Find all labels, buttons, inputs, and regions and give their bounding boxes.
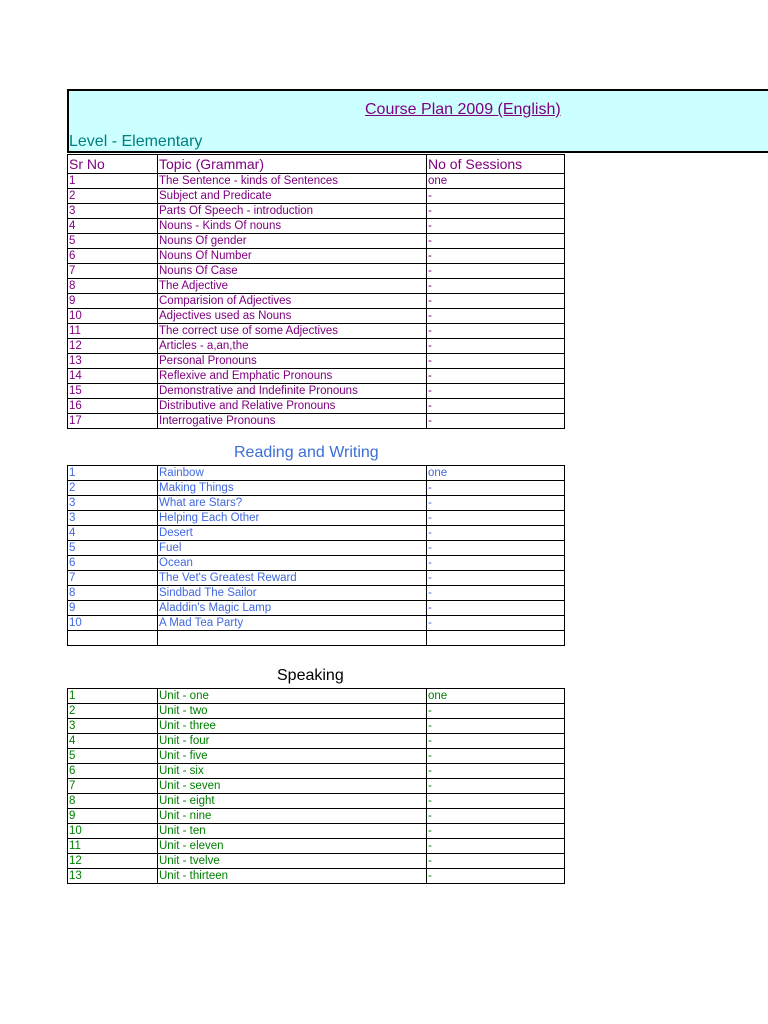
cell-topic: Helping Each Other <box>158 511 427 526</box>
table-row <box>68 764 565 779</box>
cell-sr-no: 2 <box>68 189 158 204</box>
cell-sr-no: 6 <box>68 556 158 571</box>
cell-sessions: - <box>427 496 565 511</box>
table-row <box>68 466 565 481</box>
cell-sessions: - <box>427 794 565 809</box>
table-row <box>68 854 565 869</box>
cell-topic: Demonstrative and Indefinite Pronouns <box>158 384 427 399</box>
cell-sr-no: 4 <box>68 526 158 541</box>
table-row <box>68 556 565 571</box>
cell-sr-no: 8 <box>68 794 158 809</box>
table-row <box>68 779 565 794</box>
table-row <box>68 234 565 249</box>
table-row <box>68 354 565 369</box>
cell-topic <box>158 631 427 646</box>
page-title: Course Plan 2009 (English) <box>365 101 561 118</box>
cell-sr-no: 12 <box>68 854 158 869</box>
table-row <box>68 541 565 556</box>
reading-section-title: Reading and Writing <box>234 444 379 461</box>
cell-sr-no: 13 <box>68 354 158 369</box>
table-row <box>68 631 565 646</box>
table-row <box>68 734 565 749</box>
table-row <box>68 794 565 809</box>
cell-sessions: - <box>427 869 565 884</box>
table-row <box>68 219 565 234</box>
cell-topic: Unit - thirteen <box>158 869 427 884</box>
cell-sessions: - <box>427 481 565 496</box>
column-header-topic: Topic (Grammar) <box>158 155 427 174</box>
cell-topic: Nouns Of Number <box>158 249 427 264</box>
cell-topic: Unit - one <box>158 689 427 704</box>
table-row <box>68 399 565 414</box>
table-row <box>68 481 565 496</box>
table-row <box>68 869 565 884</box>
cell-topic: Distributive and Relative Pronouns <box>158 399 427 414</box>
cell-sr-no: 7 <box>68 571 158 586</box>
cell-sr-no: 10 <box>68 824 158 839</box>
cell-topic: Fuel <box>158 541 427 556</box>
cell-sessions: - <box>427 294 565 309</box>
table-row <box>68 249 565 264</box>
cell-topic: Personal Pronouns <box>158 354 427 369</box>
cell-sessions: - <box>427 809 565 824</box>
cell-topic: A Mad Tea Party <box>158 616 427 631</box>
cell-sr-no: 11 <box>68 324 158 339</box>
table-row <box>68 719 565 734</box>
cell-sr-no: 1 <box>68 466 158 481</box>
cell-topic: Unit - two <box>158 704 427 719</box>
cell-sr-no: 12 <box>68 339 158 354</box>
cell-topic: Subject and Predicate <box>158 189 427 204</box>
table-row <box>68 369 565 384</box>
table-row <box>68 601 565 616</box>
reading-table <box>67 465 565 646</box>
table-row <box>68 586 565 601</box>
cell-sessions: - <box>427 204 565 219</box>
table-row <box>68 839 565 854</box>
cell-topic: Unit - eleven <box>158 839 427 854</box>
cell-sessions: - <box>427 764 565 779</box>
cell-sessions: - <box>427 369 565 384</box>
cell-sessions: - <box>427 571 565 586</box>
cell-sr-no: 4 <box>68 734 158 749</box>
cell-sessions: - <box>427 839 565 854</box>
level-label: Level - Elementary <box>69 133 203 150</box>
cell-sr-no: 7 <box>68 779 158 794</box>
table-row <box>68 824 565 839</box>
table-row <box>68 309 565 324</box>
cell-sessions: - <box>427 234 565 249</box>
column-header-sessions: No of Sessions <box>427 155 565 174</box>
cell-sr-no: 6 <box>68 249 158 264</box>
table-row <box>68 414 565 429</box>
cell-topic: Reflexive and Emphatic Pronouns <box>158 369 427 384</box>
table-row <box>68 704 565 719</box>
cell-topic: Unit - three <box>158 719 427 734</box>
cell-topic: Unit - eight <box>158 794 427 809</box>
cell-sessions: - <box>427 189 565 204</box>
table-row <box>68 189 565 204</box>
cell-topic: Nouns Of gender <box>158 234 427 249</box>
cell-sessions: - <box>427 586 565 601</box>
cell-sessions: - <box>427 324 565 339</box>
table-row <box>68 294 565 309</box>
cell-sessions: - <box>427 264 565 279</box>
cell-sessions: - <box>427 526 565 541</box>
cell-topic: Desert <box>158 526 427 541</box>
cell-sessions: - <box>427 309 565 324</box>
cell-sessions: one <box>427 466 565 481</box>
column-header-sr-no: Sr No <box>68 155 158 174</box>
cell-sr-no: 2 <box>68 481 158 496</box>
cell-topic: Ocean <box>158 556 427 571</box>
cell-sessions: - <box>427 354 565 369</box>
table-row <box>68 174 565 189</box>
cell-topic: Articles - a,an,the <box>158 339 427 354</box>
table-row <box>68 571 565 586</box>
cell-sessions: - <box>427 511 565 526</box>
cell-sessions: - <box>427 749 565 764</box>
table-row <box>68 511 565 526</box>
cell-sr-no: 1 <box>68 174 158 189</box>
cell-topic: Unit - six <box>158 764 427 779</box>
cell-sessions: one <box>427 174 565 189</box>
cell-topic: Adjectives used as Nouns <box>158 309 427 324</box>
header-banner <box>67 89 768 153</box>
cell-sr-no: 8 <box>68 586 158 601</box>
table-row <box>68 809 565 824</box>
cell-sr-no: 14 <box>68 369 158 384</box>
cell-sr-no: 9 <box>68 601 158 616</box>
cell-sr-no: 16 <box>68 399 158 414</box>
table-row <box>68 384 565 399</box>
cell-sessions: - <box>427 779 565 794</box>
table-row <box>68 749 565 764</box>
cell-sr-no: 7 <box>68 264 158 279</box>
cell-sessions: - <box>427 601 565 616</box>
cell-topic: Unit - seven <box>158 779 427 794</box>
cell-topic: The Adjective <box>158 279 427 294</box>
cell-sessions: - <box>427 339 565 354</box>
cell-topic: Nouns - Kinds Of nouns <box>158 219 427 234</box>
table-row <box>68 689 565 704</box>
cell-topic: Unit - tvelve <box>158 854 427 869</box>
cell-sr-no: 3 <box>68 204 158 219</box>
cell-topic: Unit - nine <box>158 809 427 824</box>
cell-sessions: - <box>427 414 565 429</box>
cell-topic: Making Things <box>158 481 427 496</box>
speaking-section-title: Speaking <box>277 667 344 684</box>
cell-topic: What are Stars? <box>158 496 427 511</box>
cell-sessions: - <box>427 704 565 719</box>
cell-topic: Interrogative Pronouns <box>158 414 427 429</box>
cell-sr-no: 10 <box>68 309 158 324</box>
table-row <box>68 264 565 279</box>
cell-sr-no: 13 <box>68 869 158 884</box>
cell-topic: Unit - ten <box>158 824 427 839</box>
cell-sr-no: 5 <box>68 749 158 764</box>
cell-sr-no: 4 <box>68 219 158 234</box>
cell-sessions: - <box>427 854 565 869</box>
cell-sr-no: 5 <box>68 234 158 249</box>
table-row <box>68 616 565 631</box>
cell-sessions: - <box>427 824 565 839</box>
cell-topic: Sindbad The Sailor <box>158 586 427 601</box>
cell-topic: Aladdin's Magic Lamp <box>158 601 427 616</box>
cell-sessions: - <box>427 219 565 234</box>
table-row <box>68 324 565 339</box>
cell-topic: Rainbow <box>158 466 427 481</box>
cell-sessions <box>427 631 565 646</box>
cell-sessions: - <box>427 541 565 556</box>
cell-sr-no: 1 <box>68 689 158 704</box>
grammar-header-row <box>68 155 565 174</box>
cell-sessions: - <box>427 384 565 399</box>
cell-sr-no: 9 <box>68 809 158 824</box>
cell-topic: Unit - four <box>158 734 427 749</box>
table-row <box>68 204 565 219</box>
table-row <box>68 339 565 354</box>
cell-topic: The Sentence - kinds of Sentences <box>158 174 427 189</box>
table-row <box>68 496 565 511</box>
cell-sessions: one <box>427 689 565 704</box>
cell-sessions: - <box>427 616 565 631</box>
cell-sr-no: 8 <box>68 279 158 294</box>
cell-topic: Unit - five <box>158 749 427 764</box>
cell-sr-no: 9 <box>68 294 158 309</box>
cell-sessions: - <box>427 279 565 294</box>
cell-topic: The Vet's Greatest Reward <box>158 571 427 586</box>
cell-sessions: - <box>427 556 565 571</box>
cell-topic: Nouns Of Case <box>158 264 427 279</box>
cell-sr-no: 2 <box>68 704 158 719</box>
cell-topic: Comparision of Adjectives <box>158 294 427 309</box>
grammar-table <box>67 154 565 429</box>
cell-sr-no: 6 <box>68 764 158 779</box>
cell-sr-no: 3 <box>68 496 158 511</box>
cell-sr-no: 11 <box>68 839 158 854</box>
cell-sessions: - <box>427 719 565 734</box>
cell-sessions: - <box>427 734 565 749</box>
cell-sr-no: 5 <box>68 541 158 556</box>
cell-sr-no: 15 <box>68 384 158 399</box>
cell-sr-no <box>68 631 158 646</box>
cell-sr-no: 3 <box>68 719 158 734</box>
cell-sr-no: 10 <box>68 616 158 631</box>
table-row <box>68 279 565 294</box>
cell-topic: The correct use of some Adjectives <box>158 324 427 339</box>
speaking-table <box>67 688 565 884</box>
cell-sr-no: 3 <box>68 511 158 526</box>
table-row <box>68 526 565 541</box>
cell-sessions: - <box>427 399 565 414</box>
cell-topic: Parts Of Speech - introduction <box>158 204 427 219</box>
cell-sessions: - <box>427 249 565 264</box>
cell-sr-no: 17 <box>68 414 158 429</box>
